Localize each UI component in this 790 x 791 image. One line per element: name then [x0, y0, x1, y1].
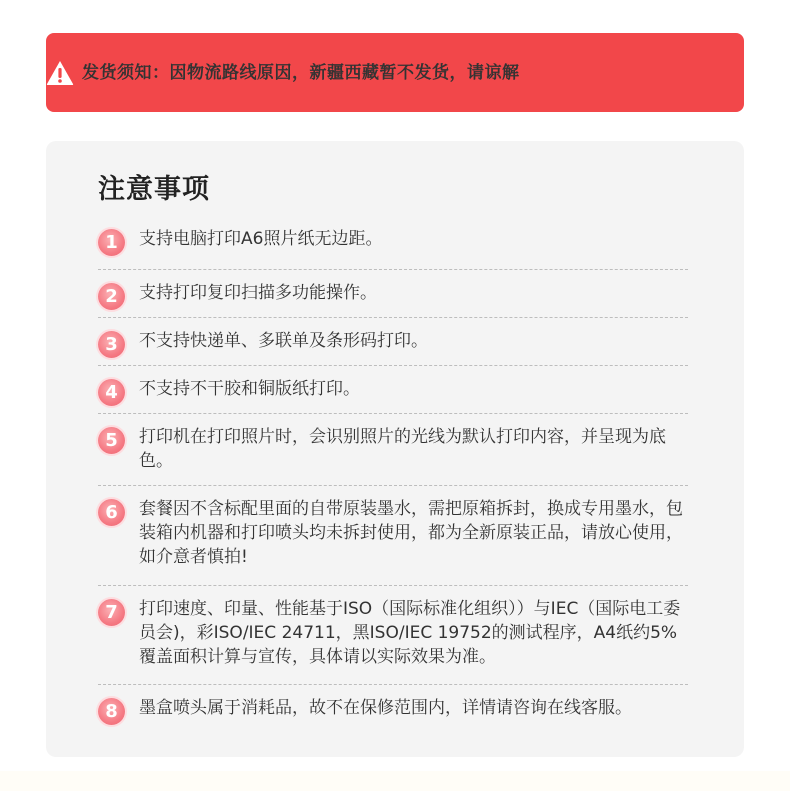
note-number-badge: 4 [98, 379, 125, 406]
note-number-badge: 7 [98, 599, 125, 626]
notes-title: 注意事项 [98, 174, 210, 205]
note-text: 不支持快递单、多联单及条形码打印。 [139, 331, 428, 351]
note-item [98, 270, 688, 318]
notes-panel [46, 141, 744, 757]
notes-list [98, 221, 688, 756]
note-number-badge: 2 [98, 283, 125, 310]
note-item [98, 685, 688, 756]
bottom-strip [0, 771, 790, 791]
note-item [98, 414, 688, 486]
shipping-notice-text: 发货须知：因物流路线原因，新疆西藏暂不发货，请谅解 [82, 62, 520, 83]
note-text: 不支持不干胶和铜版纸打印。 [139, 379, 360, 399]
note-number-badge: 1 [98, 229, 125, 256]
note-number-badge: 8 [98, 698, 125, 725]
note-item [98, 366, 688, 414]
note-number-badge: 3 [98, 331, 125, 358]
warning-icon [46, 60, 74, 86]
note-number-badge: 6 [98, 499, 125, 526]
note-text: 支持电脑打印A6照片纸无边距。 [139, 229, 383, 249]
note-number-badge: 5 [98, 427, 125, 454]
note-text: 墨盒喷头属于消耗品，故不在保修范围内，详情请咨询在线客服。 [139, 698, 632, 718]
note-item [98, 318, 688, 366]
note-text: 打印速度、印量、性能基于ISO（国际标准化组织））与IEC（国际电工委员会)，彩ISO/IEC 24711，黑ISO/IEC 19752的测试程序，A4纸约5%覆盖面积计算与宣传，具体请以实际效果为准。 [139, 599, 681, 667]
shipping-notice-banner [46, 33, 744, 112]
note-item [98, 586, 688, 685]
note-text: 套餐因不含标配里面的自带原装墨水，需把原箱拆封，换成专用墨水，包装箱内机器和打印喷头均未拆封使用，都为全新原装正品，请放心使用，如介意者慎拍! [139, 499, 683, 567]
note-text: 支持打印复印扫描多功能操作。 [139, 283, 377, 303]
note-text: 打印机在打印照片时，会识别照片的光线为默认打印内容，并呈现为底色。 [139, 427, 666, 471]
note-item [98, 221, 688, 270]
note-item [98, 486, 688, 586]
